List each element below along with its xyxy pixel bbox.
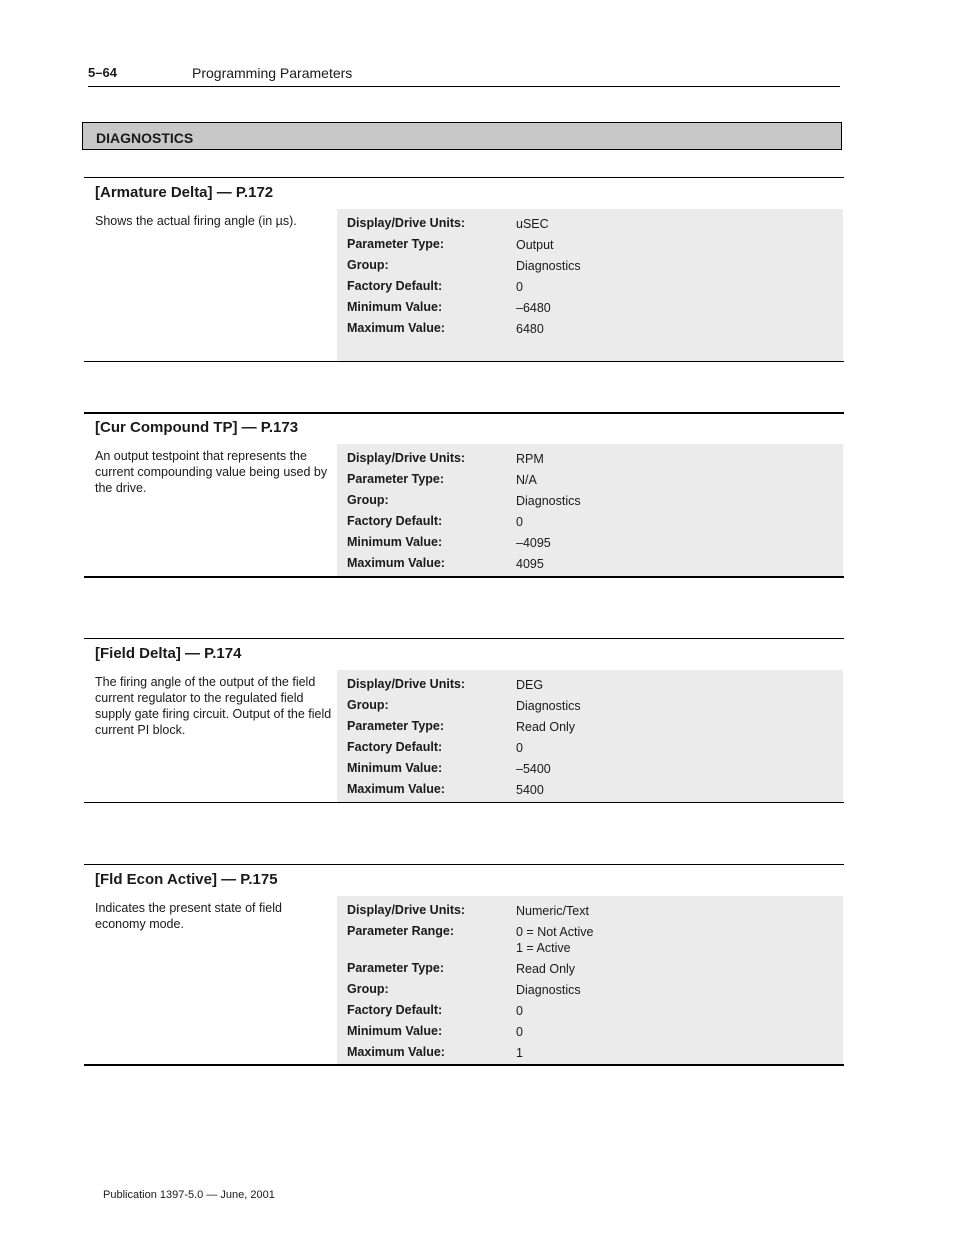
attribute-label: Group: [347,493,389,507]
attribute-row [337,275,843,296]
attribute-value: Diagnostics [516,699,581,713]
attribute-value: 0 [516,280,523,294]
attribute-label: Group: [347,982,389,996]
attribute-row [337,899,843,920]
attribute-row [337,757,843,778]
attribute-value: DEG [516,678,544,692]
attribute-label: Parameter Range: [347,924,454,938]
attribute-label: Factory Default: [347,514,443,528]
divider [84,177,844,178]
attribute-value: –6480 [516,301,551,315]
divider [84,864,844,865]
attribute-row [337,233,843,254]
page-header [88,64,840,87]
attribute-value [516,924,593,956]
attribute-row [337,447,843,468]
attribute-value: 6480 [516,322,544,336]
running-title: Programming Parameters [192,65,353,81]
attribute-label: Parameter Type: [347,961,445,975]
attribute-value: Diagnostics [516,259,581,273]
attribute-label: Display/Drive Units: [347,216,466,230]
attribute-value: 0 [516,741,523,755]
attribute-label: Minimum Value: [347,761,443,775]
parameter-description: Shows the actual firing angle (in µs). [95,214,297,228]
attribute-label: Factory Default: [347,740,443,754]
attribute-label: Group: [347,698,389,712]
attribute-value: 4095 [516,557,544,571]
parameter-description: The firing angle of the output of the field current regulator to the regulated field supply gate firing circuit. Output of the field current PI block. [95,675,332,737]
attribute-label: Parameter Type: [347,472,445,486]
attribute-value: –4095 [516,536,551,550]
attribute-value: 5400 [516,783,544,797]
attribute-row [337,920,843,957]
attribute-value: RPM [516,452,544,466]
parameter-heading: [Fld Econ Active] — P.175 [95,871,278,888]
attribute-value: Read Only [516,720,576,734]
attribute-label: Parameter Type: [347,719,445,733]
attribute-value: 0 [516,1004,523,1018]
parameter-attributes [337,444,843,576]
attribute-label: Minimum Value: [347,300,443,314]
parameter-block-p175 [84,864,844,1068]
page-number: 5–64 [88,65,117,80]
attribute-label: Maximum Value: [347,1045,445,1059]
attribute-row [337,673,843,694]
attribute-value: Read Only [516,962,576,976]
attribute-row [337,999,843,1020]
parameter-description: An output testpoint that represents the current compounding value being used by the drive. [95,449,328,495]
divider [84,576,844,578]
attribute-row [337,1041,843,1062]
attribute-row [337,489,843,510]
section-bar [82,122,842,150]
divider [84,412,844,414]
attribute-row [337,694,843,715]
attribute-value: Diagnostics [516,494,581,508]
attribute-label: Maximum Value: [347,782,445,796]
attribute-row [337,715,843,736]
attribute-row [337,531,843,552]
attribute-row [337,736,843,757]
attribute-value: N/A [516,473,537,487]
parameter-heading: [Armature Delta] — P.172 [95,184,274,201]
attribute-row [337,254,843,275]
attribute-value: Diagnostics [516,983,581,997]
divider [84,1064,844,1066]
attribute-value: uSEC [516,217,549,231]
parameter-heading: [Cur Compound TP] — P.173 [95,419,299,436]
attribute-row [337,778,843,799]
divider [84,361,844,362]
attribute-row [337,510,843,531]
attribute-label: Group: [347,258,389,272]
parameter-description: Indicates the present state of field economy mode. [95,901,282,931]
publication-footer: Publication 1397-5.0 — June, 2001 [103,1189,275,1201]
section-title: DIAGNOSTICS [96,130,194,146]
parameter-heading: [Field Delta] — P.174 [95,645,242,662]
range-value-line: 1 = Active [516,941,571,955]
attribute-label: Parameter Type: [347,237,445,251]
attribute-value: Output [516,238,554,252]
attribute-row [337,317,843,338]
attribute-row [337,978,843,999]
range-value-line: 0 = Not Active [516,925,594,939]
parameter-block-p172 [84,177,844,363]
divider [84,802,844,803]
attribute-label: Maximum Value: [347,321,445,335]
attribute-label: Minimum Value: [347,1024,443,1038]
attribute-row [337,552,843,573]
attribute-value: 1 [516,1046,523,1060]
attribute-row [337,212,843,233]
attribute-value: 0 [516,515,523,529]
parameter-attributes [337,209,843,361]
parameter-block-p174 [84,638,844,804]
divider [84,638,844,639]
attribute-label: Display/Drive Units: [347,903,466,917]
attribute-label: Maximum Value: [347,556,445,570]
attribute-row [337,957,843,978]
attribute-row [337,1020,843,1041]
attribute-label: Display/Drive Units: [347,451,466,465]
parameter-attributes [337,896,843,1064]
attribute-label: Minimum Value: [347,535,443,549]
attribute-label: Display/Drive Units: [347,677,466,691]
parameter-block-p173 [84,412,844,578]
attribute-value: –5400 [516,762,551,776]
attribute-value: 0 [516,1025,523,1039]
attribute-row [337,296,843,317]
attribute-label: Factory Default: [347,1003,443,1017]
attribute-row [337,468,843,489]
parameter-attributes [337,670,843,802]
attribute-label: Factory Default: [347,279,443,293]
attribute-value: Numeric/Text [516,904,589,918]
